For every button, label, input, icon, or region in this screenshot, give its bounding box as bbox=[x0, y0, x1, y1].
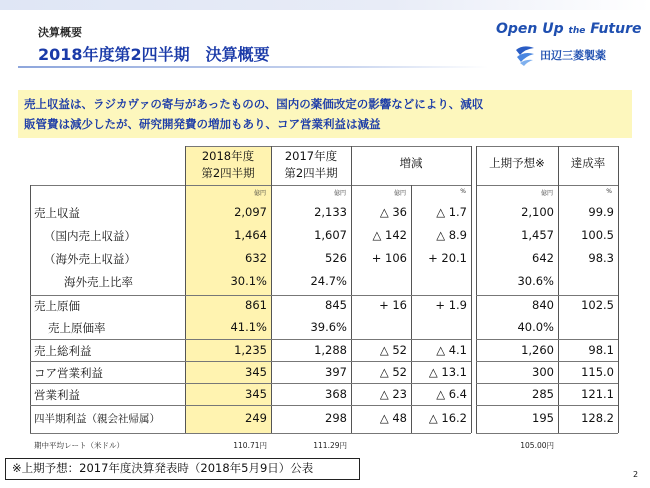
row-label: （海外売上収益） bbox=[44, 252, 136, 266]
cell-prior: 298 bbox=[325, 411, 347, 425]
table-line bbox=[185, 146, 351, 147]
col-header-current bbox=[185, 146, 271, 184]
unit-prior: 億円 bbox=[333, 190, 346, 197]
cell-achievement: 100.5 bbox=[581, 228, 614, 242]
table-line bbox=[476, 295, 618, 296]
unit-change-pct: % bbox=[460, 188, 466, 195]
cell-prior: 1,607 bbox=[314, 228, 347, 242]
page-number: 2 bbox=[633, 470, 639, 479]
table-line bbox=[476, 433, 618, 434]
col-header-prior-line2: 第2四半期 bbox=[284, 166, 338, 180]
cell-change-amount: △ 52 bbox=[379, 365, 407, 379]
company-logo-icon bbox=[514, 44, 536, 66]
col-header-change: 増減 bbox=[399, 156, 423, 170]
cell-forecast: 30.6% bbox=[517, 274, 554, 288]
table-line bbox=[30, 295, 471, 296]
cell-forecast: 2,100 bbox=[521, 205, 554, 219]
cell-forecast: 40.0% bbox=[517, 320, 554, 334]
cell-forecast: 195 bbox=[532, 411, 554, 425]
cell-change-pct: △ 16.2 bbox=[428, 411, 467, 425]
cell-current: 345 bbox=[245, 365, 267, 379]
cell-change-pct: △ 8.9 bbox=[436, 228, 467, 242]
title-underline bbox=[18, 66, 488, 68]
col-header-current-line1: 2018年度 bbox=[201, 149, 255, 163]
cell-forecast: 1,260 bbox=[521, 343, 554, 357]
cell-change-pct: + 20.1 bbox=[428, 251, 467, 265]
table-line bbox=[476, 185, 618, 186]
summary-box bbox=[18, 90, 632, 138]
unit-forecast: 億円 bbox=[540, 190, 553, 197]
cell-change-amount: + 106 bbox=[371, 251, 407, 265]
col-header-prior bbox=[271, 146, 351, 184]
cell-current: 30.1% bbox=[230, 274, 267, 288]
table-line bbox=[476, 339, 618, 340]
row-label: 海外売上比率 bbox=[64, 275, 133, 289]
cell-change-amount: △ 52 bbox=[379, 343, 407, 357]
cell-change-amount: △ 23 bbox=[379, 387, 407, 401]
table-line bbox=[30, 361, 471, 362]
cell-forecast: 1,457 bbox=[521, 228, 554, 242]
table-line bbox=[618, 146, 619, 433]
summary-line-2: 販管費は減少したが、研究開発費の増加もあり、コア営業利益は減益 bbox=[24, 117, 381, 131]
table-line bbox=[30, 185, 31, 433]
table-line bbox=[30, 185, 471, 186]
fx-rate-forecast: 105.00円 bbox=[520, 441, 554, 450]
table-line bbox=[476, 383, 618, 384]
cell-achievement: 128.2 bbox=[581, 411, 614, 425]
cell-achievement: 121.1 bbox=[581, 387, 614, 401]
row-label: （国内売上収益） bbox=[44, 229, 136, 243]
cell-prior: 368 bbox=[325, 387, 347, 401]
cell-achievement: 102.5 bbox=[581, 298, 614, 312]
row-label: 売上原価率 bbox=[48, 321, 106, 335]
cell-prior: 24.7% bbox=[310, 274, 347, 288]
logo-slogan-part1: Open Up bbox=[496, 21, 569, 37]
fx-rate-label: 期中平均レート（米ドル） bbox=[34, 441, 124, 450]
cell-current: 345 bbox=[245, 387, 267, 401]
section-label: 決算概要 bbox=[38, 26, 82, 39]
cell-change-amount: △ 142 bbox=[372, 228, 407, 242]
cell-current: 861 bbox=[245, 298, 267, 312]
cell-forecast: 300 bbox=[532, 365, 554, 379]
cell-achievement: 98.1 bbox=[588, 343, 614, 357]
cell-prior: 397 bbox=[325, 365, 347, 379]
cell-achievement: 115.0 bbox=[581, 365, 614, 379]
forecast-footnote: ※上期予想：2017年度決算発表時（2018年5月9日）公表 bbox=[5, 458, 360, 480]
cell-current: 249 bbox=[245, 411, 267, 425]
col-header-achievement: 達成率 bbox=[570, 156, 606, 170]
cell-change-amount: △ 48 bbox=[379, 411, 407, 425]
row-label: 四半期利益（親会社帰属） bbox=[34, 413, 160, 425]
cell-forecast: 285 bbox=[532, 387, 554, 401]
row-label: 売上収益 bbox=[34, 206, 80, 220]
cell-change-amount: △ 36 bbox=[379, 205, 407, 219]
cell-prior: 39.6% bbox=[310, 320, 347, 334]
company-name: 田辺三菱製薬 bbox=[540, 49, 606, 62]
table-line bbox=[476, 405, 618, 406]
page-title: 2018年度第2四半期 決算概要 bbox=[38, 45, 270, 64]
cell-forecast: 840 bbox=[532, 298, 554, 312]
cell-achievement: 99.9 bbox=[588, 205, 614, 219]
logo-slogan-part2: the bbox=[568, 26, 586, 36]
cell-current: 41.1% bbox=[230, 320, 267, 334]
table-line bbox=[476, 361, 618, 362]
cell-current: 2,097 bbox=[234, 205, 267, 219]
cell-change-pct: △ 6.4 bbox=[436, 387, 467, 401]
cell-change-amount: + 16 bbox=[379, 298, 407, 312]
row-label: 売上総利益 bbox=[34, 344, 92, 358]
table-line bbox=[30, 405, 471, 406]
logo-slogan bbox=[496, 21, 641, 37]
cell-change-pct: △ 4.1 bbox=[436, 343, 467, 357]
table-line bbox=[30, 339, 471, 340]
cell-current: 1,464 bbox=[234, 228, 267, 242]
row-label: 売上原価 bbox=[34, 299, 80, 313]
cell-prior: 2,133 bbox=[314, 205, 347, 219]
row-label: コア営業利益 bbox=[34, 366, 103, 380]
cell-change-pct: △ 13.1 bbox=[428, 365, 467, 379]
cell-current: 632 bbox=[245, 251, 267, 265]
summary-line-1: 売上収益は、ラジカヴァの寄与があったものの、国内の薬価改定の影響などにより、減収 bbox=[24, 97, 484, 111]
fx-rate-prior: 111.29円 bbox=[313, 441, 347, 450]
cell-change-pct: △ 1.7 bbox=[436, 205, 467, 219]
cell-current: 1,235 bbox=[234, 343, 267, 357]
unit-change-amount: 億円 bbox=[393, 190, 406, 197]
cell-prior: 845 bbox=[325, 298, 347, 312]
table-line bbox=[476, 146, 618, 147]
top-gradient-bar bbox=[0, 0, 650, 10]
cell-prior: 526 bbox=[325, 251, 347, 265]
cell-prior: 1,288 bbox=[314, 343, 347, 357]
table-line bbox=[30, 433, 471, 434]
table-line bbox=[471, 146, 472, 433]
fx-rate-current: 110.71円 bbox=[233, 441, 267, 450]
cell-forecast: 642 bbox=[532, 251, 554, 265]
logo-slogan-part3: Future bbox=[585, 21, 642, 37]
cell-change-pct: + 1.9 bbox=[435, 298, 467, 312]
table-line bbox=[351, 146, 471, 147]
unit-current: 億円 bbox=[253, 190, 266, 197]
row-label: 営業利益 bbox=[34, 388, 80, 402]
col-header-prior-line1: 2017年度 bbox=[284, 149, 338, 163]
cell-achievement: 98.3 bbox=[588, 251, 614, 265]
unit-achievement: % bbox=[606, 188, 612, 195]
table-line bbox=[30, 383, 471, 384]
col-header-forecast: 上期予想※ bbox=[489, 156, 545, 170]
col-header-current-line2: 第2四半期 bbox=[201, 166, 255, 180]
